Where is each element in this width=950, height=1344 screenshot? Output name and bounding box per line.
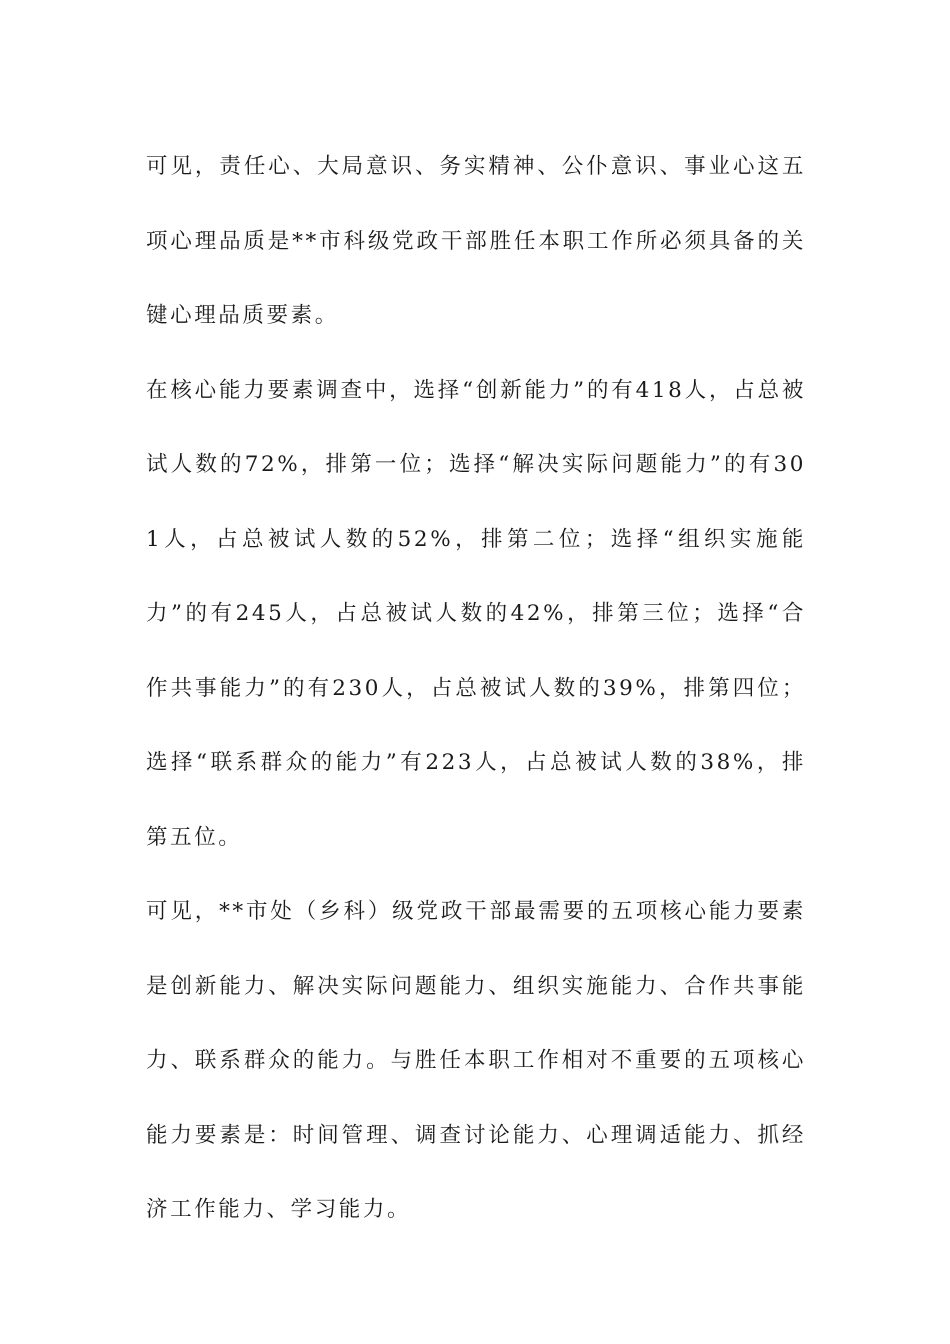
document-body	[146, 130, 806, 1248]
paragraph-3: 可见，**市处（乡科）级党政干部最需要的五项核心能力要素是创新能力、解决实际问题能力、组织实施能力、合作共事能力、联系群众的能力。与胜任本职工作相对不重要的五项核心能力要素是：时间管理、调查讨论能力、心理调适能力、抓经济工作能力、学习能力。	[146, 899, 806, 1222]
paragraph-1: 可见，责任心、大局意识、务实精神、公仆意识、事业心这五项心理品质是**市科级党政干部胜任本职工作所必须具备的关键心理品质要素。	[146, 154, 806, 328]
paragraph-2: 在核心能力要素调查中，选择“创新能力”的有418人，占总被试人数的72%，排第一位；选择“解决实际问题能力”的有301人，占总被试人数的52%，排第二位；选择“组织实施能力”的有245人，占总被试人数的42%，排第三位；选择“合作共事能力”的有230人，占总被试人数的39%，排第四位；选择“联系群众的能力”有223人，占总被试人数的38%，排第五位。	[146, 377, 806, 850]
